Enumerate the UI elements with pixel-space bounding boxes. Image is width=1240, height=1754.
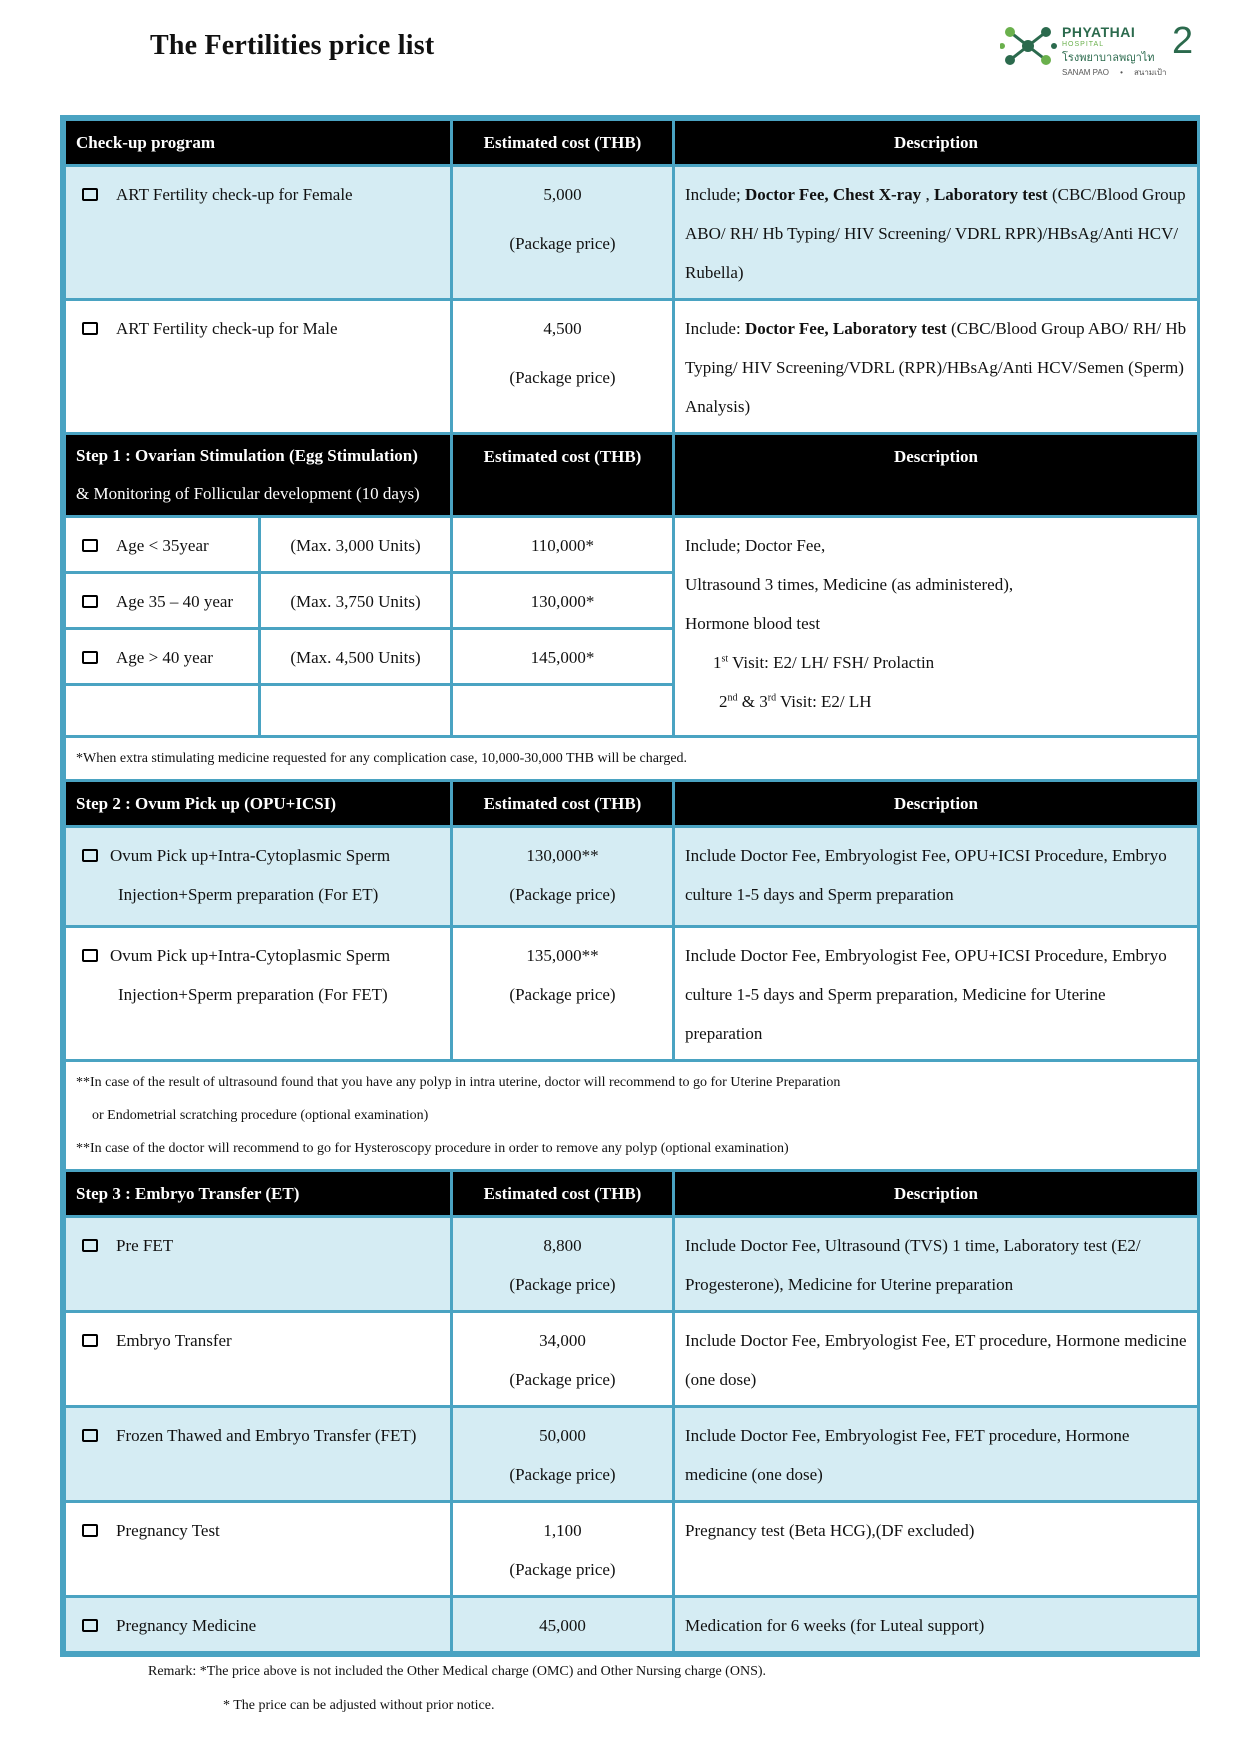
max-units: (Max. 3,750 Units) — [260, 573, 452, 629]
row-label: Pregnancy Test — [116, 1521, 220, 1540]
logo-sub: SANAM PAO • สนามเป้า — [1062, 68, 1167, 77]
remark-block — [148, 1655, 766, 1723]
logo-hospital: HOSPITAL — [1062, 41, 1105, 48]
row-description: Medication for 6 weeks (for Luteal support) — [674, 1597, 1199, 1653]
row-description: Include; Doctor Fee, Chest X-ray , Laboratory test (CBC/Blood Group ABO/ RH/ Hb Typing/ HIV Screening/ VDRL RPR)/HBsAg/Anti HCV/ Rubella) — [674, 166, 1199, 300]
table-row — [65, 166, 1199, 300]
step3-header-row — [65, 1171, 1199, 1217]
price-value: 8,800 — [543, 1236, 582, 1255]
price-value: 130,000** — [526, 846, 599, 865]
step2-notes-row — [65, 1061, 1199, 1171]
price-value: 145,000* — [452, 629, 674, 685]
price-table — [60, 115, 1200, 1657]
step3-cost-header: Estimated cost (THB) — [452, 1171, 674, 1217]
checkbox-icon[interactable] — [82, 849, 98, 862]
step2-header: Step 2 : Ovum Pick up (OPU+ICSI) — [65, 781, 452, 827]
row-description: Include Doctor Fee, Ultrasound (TVS) 1 time, Laboratory test (E2/ Progesterone), Medicine for Uterine preparation — [674, 1217, 1199, 1312]
row-label: Pregnancy Medicine — [116, 1616, 257, 1635]
row-label: Frozen Thawed and Embryo Transfer (FET) — [116, 1426, 417, 1445]
checkbox-icon[interactable] — [82, 1239, 98, 1252]
checkbox-icon[interactable] — [82, 1524, 98, 1537]
age-label: Age > 40 year — [116, 648, 213, 667]
step1-header: Step 1 : Ovarian Stimulation (Egg Stimulation) & Monitoring of Follicular development (10 days) — [65, 434, 452, 517]
table-row — [65, 517, 1199, 573]
row-description: Include Doctor Fee, Embryologist Fee, ET procedure, Hormone medicine (one dose) — [674, 1312, 1199, 1407]
table-row — [65, 1597, 1199, 1653]
checkup-cost-header: Estimated cost (THB) — [452, 120, 674, 166]
step1-footnote: *When extra stimulating medicine requested for any complication case, 10,000-30,000 THB will be charged. — [65, 737, 1199, 781]
logo-number: 2 — [1172, 20, 1194, 62]
step3-header: Step 3 : Embryo Transfer (ET) — [65, 1171, 452, 1217]
checkup-header-row — [65, 120, 1199, 166]
max-units: (Max. 4,500 Units) — [260, 629, 452, 685]
table-row — [65, 1407, 1199, 1502]
row-label: Pre FET — [116, 1236, 174, 1255]
step3-desc-header: Description — [674, 1171, 1199, 1217]
max-units: (Max. 3,000 Units) — [260, 517, 452, 573]
row-description: Include: Doctor Fee, Laboratory test (CBC/Blood Group ABO/ RH/ Hb Typing/ HIV Screening/VDRL (RPR)/HBsAg/Anti HCV/Semen (Sperm) Analysis) — [674, 300, 1199, 434]
step2-notes: **In case of the result of ultrasound found that you have any polyp in intra uterine, doctor will recommend to go for Uterine Preparation or Endometrial scratching procedure (optional examination) **In case of the doctor will recommend to go for Hysteroscopy procedure in order to remove any polyp (optional examination) — [65, 1061, 1199, 1171]
price-note: (Package price) — [509, 985, 616, 1004]
checkbox-icon[interactable] — [82, 1429, 98, 1442]
price-value: 4,500 — [543, 319, 582, 338]
price-value: 130,000* — [452, 573, 674, 629]
checkbox-icon[interactable] — [82, 539, 98, 552]
row-label: ART Fertility check-up for Female — [116, 185, 353, 204]
checkbox-icon[interactable] — [82, 322, 98, 335]
logo-thai-name: โรงพยาบาลพญาไท — [1062, 51, 1155, 64]
row-label: Ovum Pick up+Intra-Cytoplasmic Sperm — [110, 946, 391, 965]
page-title: The Fertilities price list — [150, 30, 435, 61]
row-description: Pregnancy test (Beta HCG),(DF excluded) — [674, 1502, 1199, 1597]
price-value: 50,000 — [539, 1426, 586, 1445]
checkbox-icon[interactable] — [82, 1334, 98, 1347]
price-value: 1,100 — [543, 1521, 582, 1540]
checkup-desc-header: Description — [674, 120, 1199, 166]
step1-desc-header: Description — [674, 434, 1199, 517]
checkbox-icon[interactable] — [82, 188, 98, 201]
row-description: Include Doctor Fee, Embryologist Fee, OPU+ICSI Procedure, Embryo culture 1-5 days and Sperm preparation, Medicine for Uterine preparation — [674, 927, 1199, 1061]
remark-line-2: * The price can be adjusted without prior notice. — [223, 1698, 495, 1713]
row-label-line2: Injection+Sperm preparation (For FET) — [118, 985, 388, 1004]
checkbox-icon[interactable] — [82, 949, 98, 962]
step2-cost-header: Estimated cost (THB) — [452, 781, 674, 827]
row-label: Ovum Pick up+Intra-Cytoplasmic Sperm — [110, 846, 391, 865]
table-row — [65, 1217, 1199, 1312]
checkbox-icon[interactable] — [82, 651, 98, 664]
table-row — [65, 1502, 1199, 1597]
price-note: (Package price) — [509, 1465, 616, 1484]
row-label-line2: Injection+Sperm preparation (For ET) — [118, 885, 379, 904]
table-row — [65, 927, 1199, 1061]
step1-cost-header: Estimated cost (THB) — [452, 434, 674, 517]
step1-header-row — [65, 434, 1199, 517]
table-row — [65, 827, 1199, 927]
step1-footnote-row — [65, 737, 1199, 781]
price-value: 5,000 — [543, 185, 582, 204]
price-note: (Package price) — [509, 234, 616, 253]
price-note: (Package price) — [509, 885, 616, 904]
checkbox-icon[interactable] — [82, 1619, 98, 1632]
price-note: (Package price) — [509, 368, 616, 387]
step2-header-row — [65, 781, 1199, 827]
step1-description: Include; Doctor Fee, Ultrasound 3 times, Medicine (as administered), Hormone blood test 1st Visit: E2/ LH/ FSH/ Prolactin 2nd & 3rd Visit: E2/ LH — [674, 517, 1199, 737]
row-description: Include Doctor Fee, Embryologist Fee, FET procedure, Hormone medicine (one dose) — [674, 1407, 1199, 1502]
table-row — [65, 300, 1199, 434]
step2-desc-header: Description — [674, 781, 1199, 827]
price-note: (Package price) — [509, 1275, 616, 1294]
hospital-logo — [1000, 20, 1200, 80]
row-description: Include Doctor Fee, Embryologist Fee, OPU+ICSI Procedure, Embryo culture 1-5 days and Sperm preparation — [674, 827, 1199, 927]
price-note: (Package price) — [509, 1370, 616, 1389]
checkbox-icon[interactable] — [82, 595, 98, 608]
row-label: Embryo Transfer — [116, 1331, 232, 1350]
price-value: 110,000* — [452, 517, 674, 573]
price-note: (Package price) — [509, 1560, 616, 1579]
molecule-logo-icon — [1000, 22, 1058, 70]
row-label: ART Fertility check-up for Male — [116, 319, 338, 338]
remark-line-1: Remark: *The price above is not included the Other Medical charge (OMC) and Other Nursing charge (ONS). — [148, 1664, 767, 1679]
age-label: Age < 35year — [116, 536, 209, 555]
logo-brand: PHYATHAI — [1062, 24, 1136, 40]
checkup-program-header: Check-up program — [65, 120, 452, 166]
price-value: 135,000** — [526, 946, 599, 965]
table-row — [65, 1312, 1199, 1407]
age-label: Age 35 – 40 year — [116, 592, 234, 611]
price-value: 45,000 — [539, 1616, 586, 1635]
price-value: 34,000 — [539, 1331, 586, 1350]
